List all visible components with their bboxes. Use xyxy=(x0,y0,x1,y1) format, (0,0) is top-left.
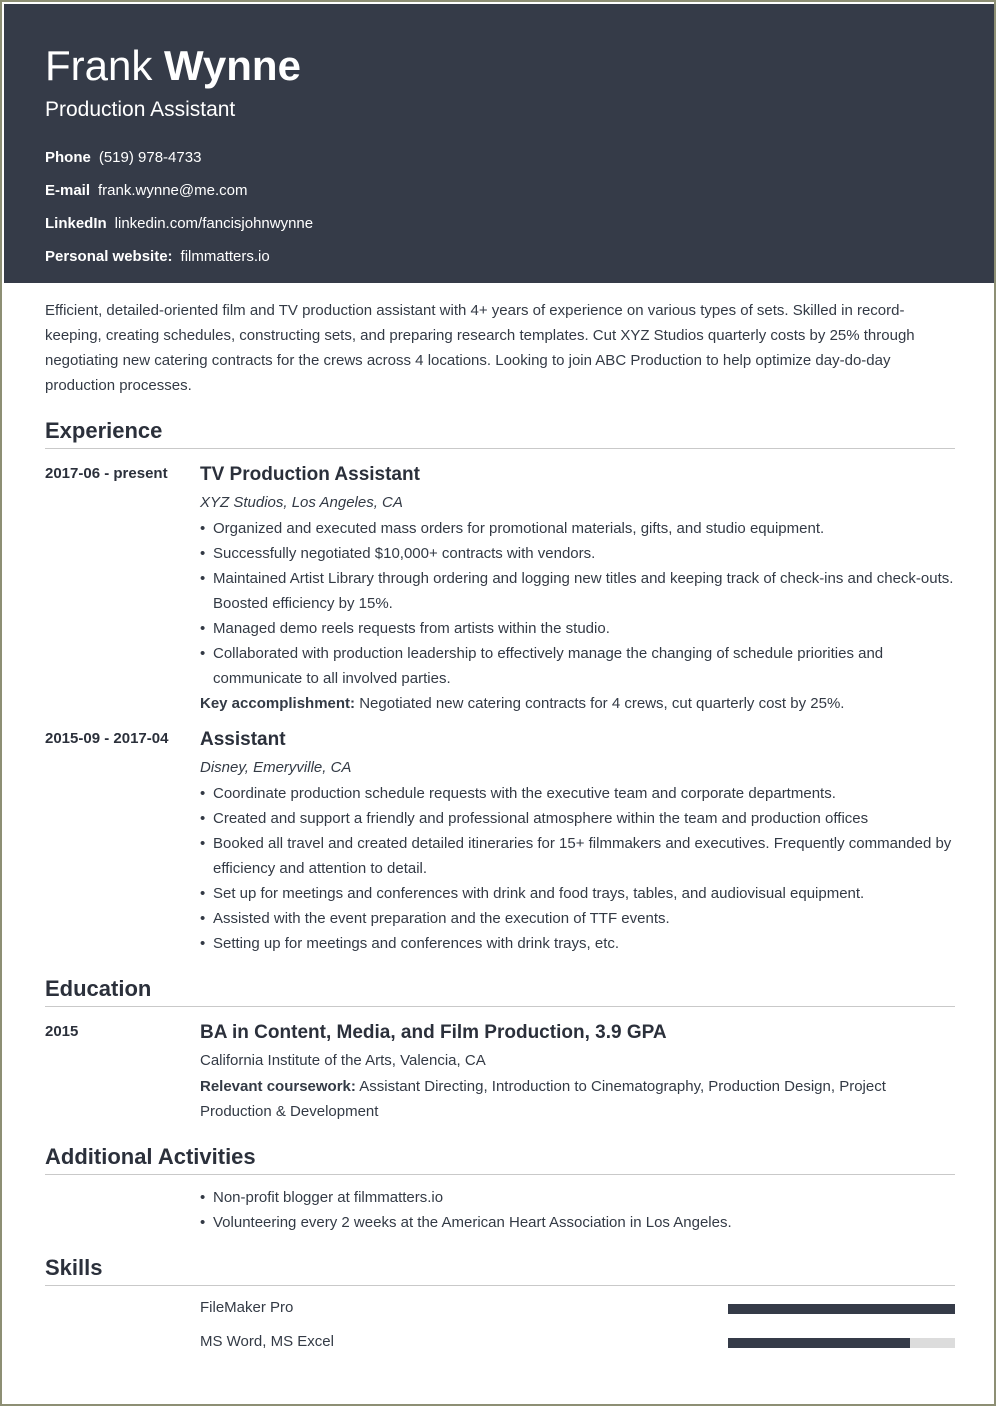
coursework-label: Relevant coursework: xyxy=(200,1078,356,1095)
candidate-name xyxy=(45,41,301,91)
coursework-text: Assistant Directing, Introduction to Cinematography, Production Design, Project Production & Development xyxy=(200,1078,886,1120)
list-item: • Maintained Artist Library through ordering and logging new titles and keeping track of check-ins and check-outs. Boosted efficiency by 15%. xyxy=(200,566,960,616)
section-divider xyxy=(45,1285,955,1286)
candidate-title: Production Assistant xyxy=(45,98,236,121)
skill-level-bar xyxy=(728,1338,955,1348)
list-item: • Created and support a friendly and professional atmosphere within the team and production offices xyxy=(200,806,960,831)
contact-value: frank.wynne@me.com xyxy=(98,182,248,199)
contact-label: Phone xyxy=(45,149,91,166)
contact-email xyxy=(45,181,247,201)
contact-website xyxy=(45,247,270,267)
list-item: • Booked all travel and created detailed itineraries for 15+ filmmakers and executives. Frequently commanded by efficiency and attention to detail. xyxy=(200,831,960,881)
first-name: Frank xyxy=(45,42,153,89)
activities-heading: Additional Activities xyxy=(45,1144,256,1169)
experience-heading: Experience xyxy=(45,418,163,443)
resume-header xyxy=(4,4,994,283)
skill-level-fill xyxy=(728,1304,955,1314)
education-heading: Education xyxy=(45,976,152,1001)
contact-value: linkedin.com/fancisjohnwynne xyxy=(114,215,314,232)
key-accomplishment xyxy=(200,691,955,716)
contact-value: (519) 978-4733 xyxy=(98,149,202,166)
list-item: • Set up for meetings and conferences with drink and food trays, tables, and audiovisual equipment. xyxy=(200,881,960,906)
section-divider xyxy=(45,1174,955,1175)
list-item: • Setting up for meetings and conferences with drink trays, etc. xyxy=(200,931,960,956)
education-school: California Institute of the Arts, Valencia, CA xyxy=(200,1052,486,1069)
job-dates: 2015-09 - 2017-04 xyxy=(45,730,169,747)
key-accomplishment-text: Negotiated new catering contracts for 4 crews, cut quarterly cost by 25%. xyxy=(355,695,845,712)
skill-level-fill xyxy=(728,1338,910,1348)
education-year: 2015 xyxy=(45,1023,79,1040)
key-accomplishment-label: Key accomplishment: xyxy=(200,695,356,712)
list-item: • Organized and executed mass orders for promotional materials, gifts, and studio equipment. xyxy=(200,516,960,541)
contact-label: E-mail xyxy=(45,182,91,199)
job-role: TV Production Assistant xyxy=(200,464,420,485)
contact-label: LinkedIn xyxy=(45,215,107,232)
job-bullets xyxy=(200,781,960,956)
section-divider xyxy=(45,1006,955,1007)
list-item: • Coordinate production schedule requests with the executive team and corporate departments. xyxy=(200,781,960,806)
job-company: Disney, Emeryville, CA xyxy=(200,759,352,776)
skills-heading: Skills xyxy=(45,1255,103,1280)
profile-summary: Efficient, detailed-oriented film and TV production assistant with 4+ years of experience on various types of sets. Skilled in record-keeping, creating schedules, constructing sets, and preparing research templates. Cut XYZ Studios quarterly costs by 25% through negotiating new catering contracts for the crews across 4 locations. Looking to join ABC Production to help optimize day-do-day production processes. xyxy=(45,302,915,394)
contact-label: Personal website: xyxy=(45,248,173,265)
list-item: • Non-profit blogger at filmmatters.io xyxy=(200,1185,960,1210)
job-role: Assistant xyxy=(200,729,286,750)
job-bullets xyxy=(200,516,960,691)
job-dates: 2017-06 - present xyxy=(45,465,168,482)
contact-linkedin xyxy=(45,214,313,234)
contact-phone xyxy=(45,148,201,168)
activities-list xyxy=(200,1185,960,1235)
skill-name: MS Word, MS Excel xyxy=(200,1333,334,1350)
skill-name: FileMaker Pro xyxy=(200,1299,294,1316)
skill-level-bar xyxy=(728,1304,955,1314)
contact-value: filmmatters.io xyxy=(180,248,270,265)
list-item: • Managed demo reels requests from artists within the studio. xyxy=(200,616,960,641)
list-item: • Successfully negotiated $10,000+ contracts with vendors. xyxy=(200,541,960,566)
last-name: Wynne xyxy=(164,42,301,89)
list-item: • Volunteering every 2 weeks at the American Heart Association in Los Angeles. xyxy=(200,1210,960,1235)
job-company: XYZ Studios, Los Angeles, CA xyxy=(200,494,403,511)
list-item: • Assisted with the event preparation and the execution of TTF events. xyxy=(200,906,960,931)
education-degree: BA in Content, Media, and Film Production, 3.9 GPA xyxy=(200,1022,667,1043)
relevant-coursework xyxy=(200,1074,955,1124)
list-item: • Collaborated with production leadership to effectively manage the changing of schedule priorities and communicate to all involved parties. xyxy=(200,641,960,691)
section-divider xyxy=(45,448,955,449)
